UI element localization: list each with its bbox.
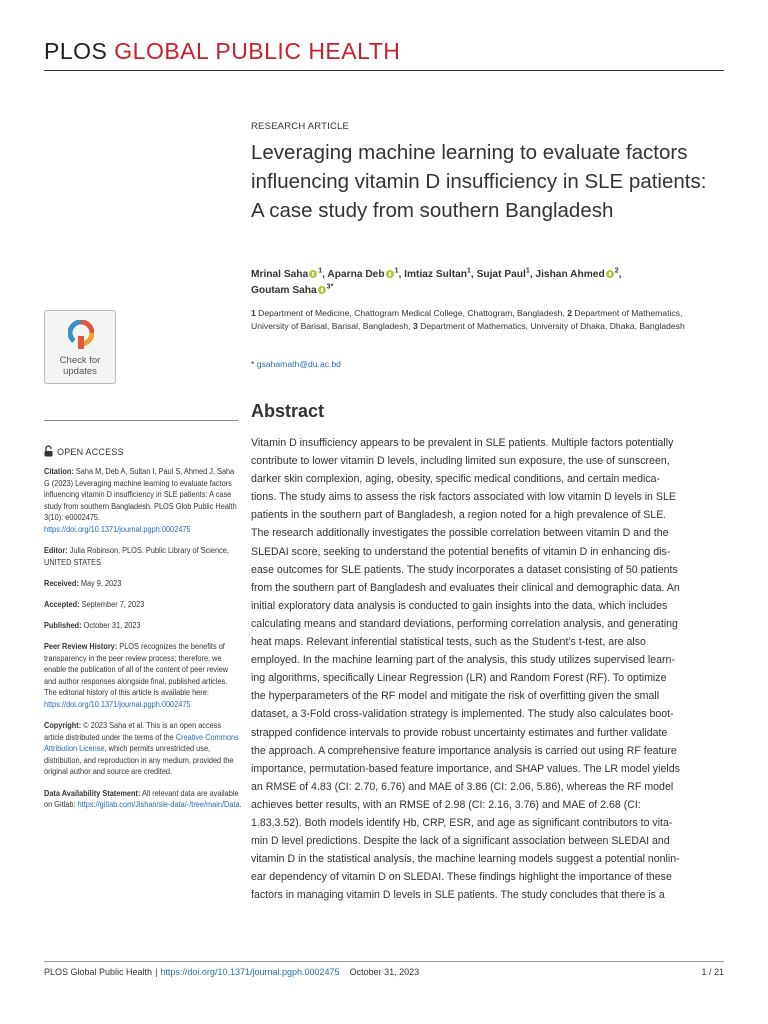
footer-journal-name: PLOS Global Public Health [44,967,153,977]
author-name[interactable]: Imtiaz Sultan [404,269,467,280]
published-label: Published: [44,620,82,630]
abstract-line: The research additionally investigates the possible correlation between vitamin D and the [251,527,669,540]
open-lock-icon [44,445,53,457]
affiliation-sup: 3* [326,283,334,291]
article-title: Leveraging machine learning to evaluate factors influencing vitamin D insufficiency in SLE patients: A case study from southern Bangladesh [251,141,707,222]
badge-line-2: updates [63,366,97,377]
page-number: 1 / 21 [701,967,724,977]
affiliation-sup: 1 [525,267,530,275]
author-name[interactable]: Jishan Ahmed [535,269,605,280]
abstract-line: patients in the southern part of Bangladesh, a region noted for a high prevalence of SLE. [251,509,667,522]
citation-doi-link[interactable]: https://doi.org/10.1371/journal.pgph.0002475 [44,524,191,534]
peer-review-link[interactable]: https://doi.org/10.1371/journal.pgph.0002475 [44,700,191,709]
published-block [44,620,242,632]
affiliation-number: 2 [567,308,573,318]
data-availability-text: All relevant data are available on Gitlab: [44,788,239,810]
abstract-line: the hyperparameters of the RF model and mitigate the risk of overfitting given the small [251,690,660,703]
abstract-line: SLEDAI score, seeking to understand the potential benefits of vitamin D in enhancing dis- [251,545,671,558]
corresponding-email-link[interactable]: gsahamath@du.ac.bd [256,359,341,369]
journal-name: GLOBAL PUBLIC HEALTH [114,38,401,64]
abstract-line: initial exploratory data analysis is conducted to gain insights into the data, which includes [251,599,668,612]
abstract-line: strapped confidence intervals to provide robust uncertainty estimates and further validate [251,726,668,739]
citation-text: Saha M, Deb A, Sultan I, Paul S, Ahmed J, Saha G (2023) Leveraging machine learning to evaluate factors influencing vitamin D insufficiency in SLE patients: A case study from southern Bangladesh. PLOS Glob Public Health 3(10): e0002475. [44,467,237,523]
abstract-line: 1.83,3.52). Both models identify Hb, CRP, ESR, and age as significant contributors to vita- [251,816,673,829]
plos-logo-text: PLOS [44,38,108,64]
footer-date: October 31, 2023 [349,967,420,977]
abstract-line: calculating means and standard deviations, performing correlation analysis, and generating [251,617,678,630]
footer-divider [44,961,724,962]
abstract-line: min D level predictions. Despite the lack of a significant association between SLEDAI and [251,835,670,848]
orcid-icon[interactable] [318,286,326,294]
copyright-label: Copyright: [44,721,82,731]
corresponding-mark: * [251,359,255,369]
author-name[interactable]: Sujat Paul [476,269,526,280]
editor-text: Julia Robinson, PLOS: Public Library of Science, UNITED STATES [44,546,229,567]
accepted-block [44,599,242,611]
abstract-line: an RMSE of 4.83 (CI: 2.70, 6.76) and MAE of 3.86 (CI: 2.06, 5.86), whereas the RF model [251,780,674,793]
footer-doi-link[interactable]: https://doi.org/10.1371/journal.pgph.0002475 [160,967,340,977]
page-footer [44,967,419,977]
abstract-line: heat maps. Relevant inferential statistical tests, such as the Student’s t-test, are also [251,636,646,649]
affiliations [251,307,711,333]
abstract-line: darker skin complexion, aging, obesity, specific medical conditions, and certain medica- [251,473,661,486]
accepted-label: Accepted: [44,599,80,609]
editor-block [44,545,242,568]
crossmark-icon [68,320,94,350]
article-type: RESEARCH ARTICLE [251,121,350,132]
abstract-line: dataset, a 3-Fold cross-validation strategy is implemented. The study also calculates boot- [251,708,674,721]
peer-review-label: Peer Review History: [44,642,118,652]
peer-review-text: PLOS recognizes the benefits of transparency in the peer review process; therefore, we enable the publication of all of the content of peer review and author responses alongside final, published articles. The editorial history of this article is available here: [44,642,229,698]
check-for-updates-badge[interactable] [44,310,116,384]
author-name[interactable]: Aparna Deb [327,269,385,280]
abstract-line: contribute to lower vitamin D levels, including limited sun exposure, the use of sunscreen, [251,455,670,468]
abstract-line: ear dependency of vitamin D on SLEDAI. These findings highlight the importance of these [251,871,672,884]
editor-label: Editor: [44,546,68,556]
orcid-icon[interactable] [309,270,317,278]
affiliation-text: Department of Mathematics, University of Dhaka, Dhaka, Bangladesh [420,321,685,331]
orcid-icon[interactable] [386,270,394,278]
peer-review-block [44,641,242,711]
citation-label: Citation: [44,467,74,476]
received-label: Received: [44,578,79,588]
affiliation-text: Department of Mathematics, University of Barisal, Barisal, Bangladesh, [251,308,683,331]
journal-header [44,38,400,65]
article-metadata-sidebar [44,466,242,820]
open-access-label [44,445,124,457]
author-name[interactable]: Mrinal Saha [251,269,309,280]
open-access-text: OPEN ACCESS [57,447,124,457]
abstract-line: from the southern part of Bangladesh and evaluates their clinical and demographic data. An [251,581,680,594]
orcid-icon[interactable] [606,270,614,278]
abstract-line: tions. The study aims to assess the risk factors associated with low vitamin D levels in SLE [251,491,676,504]
license-link[interactable]: Creative Commons Attribution License [44,732,239,754]
copyright-text-end: , which permits unrestricted use, distribution, and reproduction in any medium, provided the original author and source are credited. [44,744,234,777]
author-list: Mrinal Saha $^1$, Aparna Deb $^1$, Imtiaz Sultan$^1$, Sujat Paul$^1$, Jishan Ahmed $^2$, Goutam Saha $^{3*}$ [251,267,622,296]
received-block [44,578,242,590]
badge-line-1: Check for [59,355,101,366]
abstract-line: vitamin D in the statistical analysis, the machine learning models suggest a potential nonlin- [251,853,680,866]
copyright-block [44,720,242,778]
affiliation-number: 3 [412,321,418,331]
abstract-body [251,434,725,904]
affiliation-sup: 2 [614,267,619,275]
abstract-line: the approach. A comprehensive feature importance analysis is carried out using RF feature [251,744,677,757]
data-availability-block [44,788,242,811]
data-availability-label: Data Availability Statement: [44,788,141,798]
footer-separator: | [155,967,158,977]
affiliation-text: Department of Medicine, Chattogram Medical College, Chattogram, Bangladesh, [258,308,565,318]
abstract-line: factors in managing vitamin D levels in SLE patients. The study concludes that there is a [251,889,665,902]
affiliation-sup: 1 [394,267,399,275]
abstract-line: ease outcomes for SLE patients. The study incorporates a dataset consisting of 50 patients [251,563,678,576]
abstract-heading: Abstract [251,401,325,421]
citation-block [44,466,242,536]
author-name[interactable]: Goutam Saha [251,285,317,296]
accepted-date: September 7, 2023 [81,599,145,609]
published-date: October 31, 2023 [83,620,141,630]
copyright-text: © 2023 Saha et al. This is an open access article distributed under the terms of the [44,721,222,742]
corresponding-author [251,359,341,369]
abstract-line: achieves better results, with an RMSE of 2.98 (CI: 2.16, 3.76) and MAE of 2.68 (CI: [251,798,641,811]
data-repository-link[interactable]: https://gitlab.com/Jishan/sle-data/-/tree/main/Data [77,800,240,810]
affiliation-sup: 1 [318,267,323,275]
badge-label [45,355,115,377]
abstract-line: importance, permutation-based feature importance, and SHAP values. The LR model yields [251,762,680,775]
abstract-line: employed. In the machine learning part of the analysis, this study utilizes supervised learn- [251,654,675,667]
received-date: May 9, 2023 [80,578,122,588]
affiliation-sup: 1 [467,267,471,275]
abstract-line: ing algorithms, specifically Linear Regression (LR) and Random Forest (RF). To optimize [251,672,667,685]
abstract-line: Vitamin D insufficiency appears to be prevalent in SLE patients. Multiple factors potentially [251,437,674,449]
header-divider [44,70,724,71]
sidebar-divider [44,420,238,421]
affiliation-number: 1 [251,308,256,318]
data-availability-end: . [239,800,242,810]
